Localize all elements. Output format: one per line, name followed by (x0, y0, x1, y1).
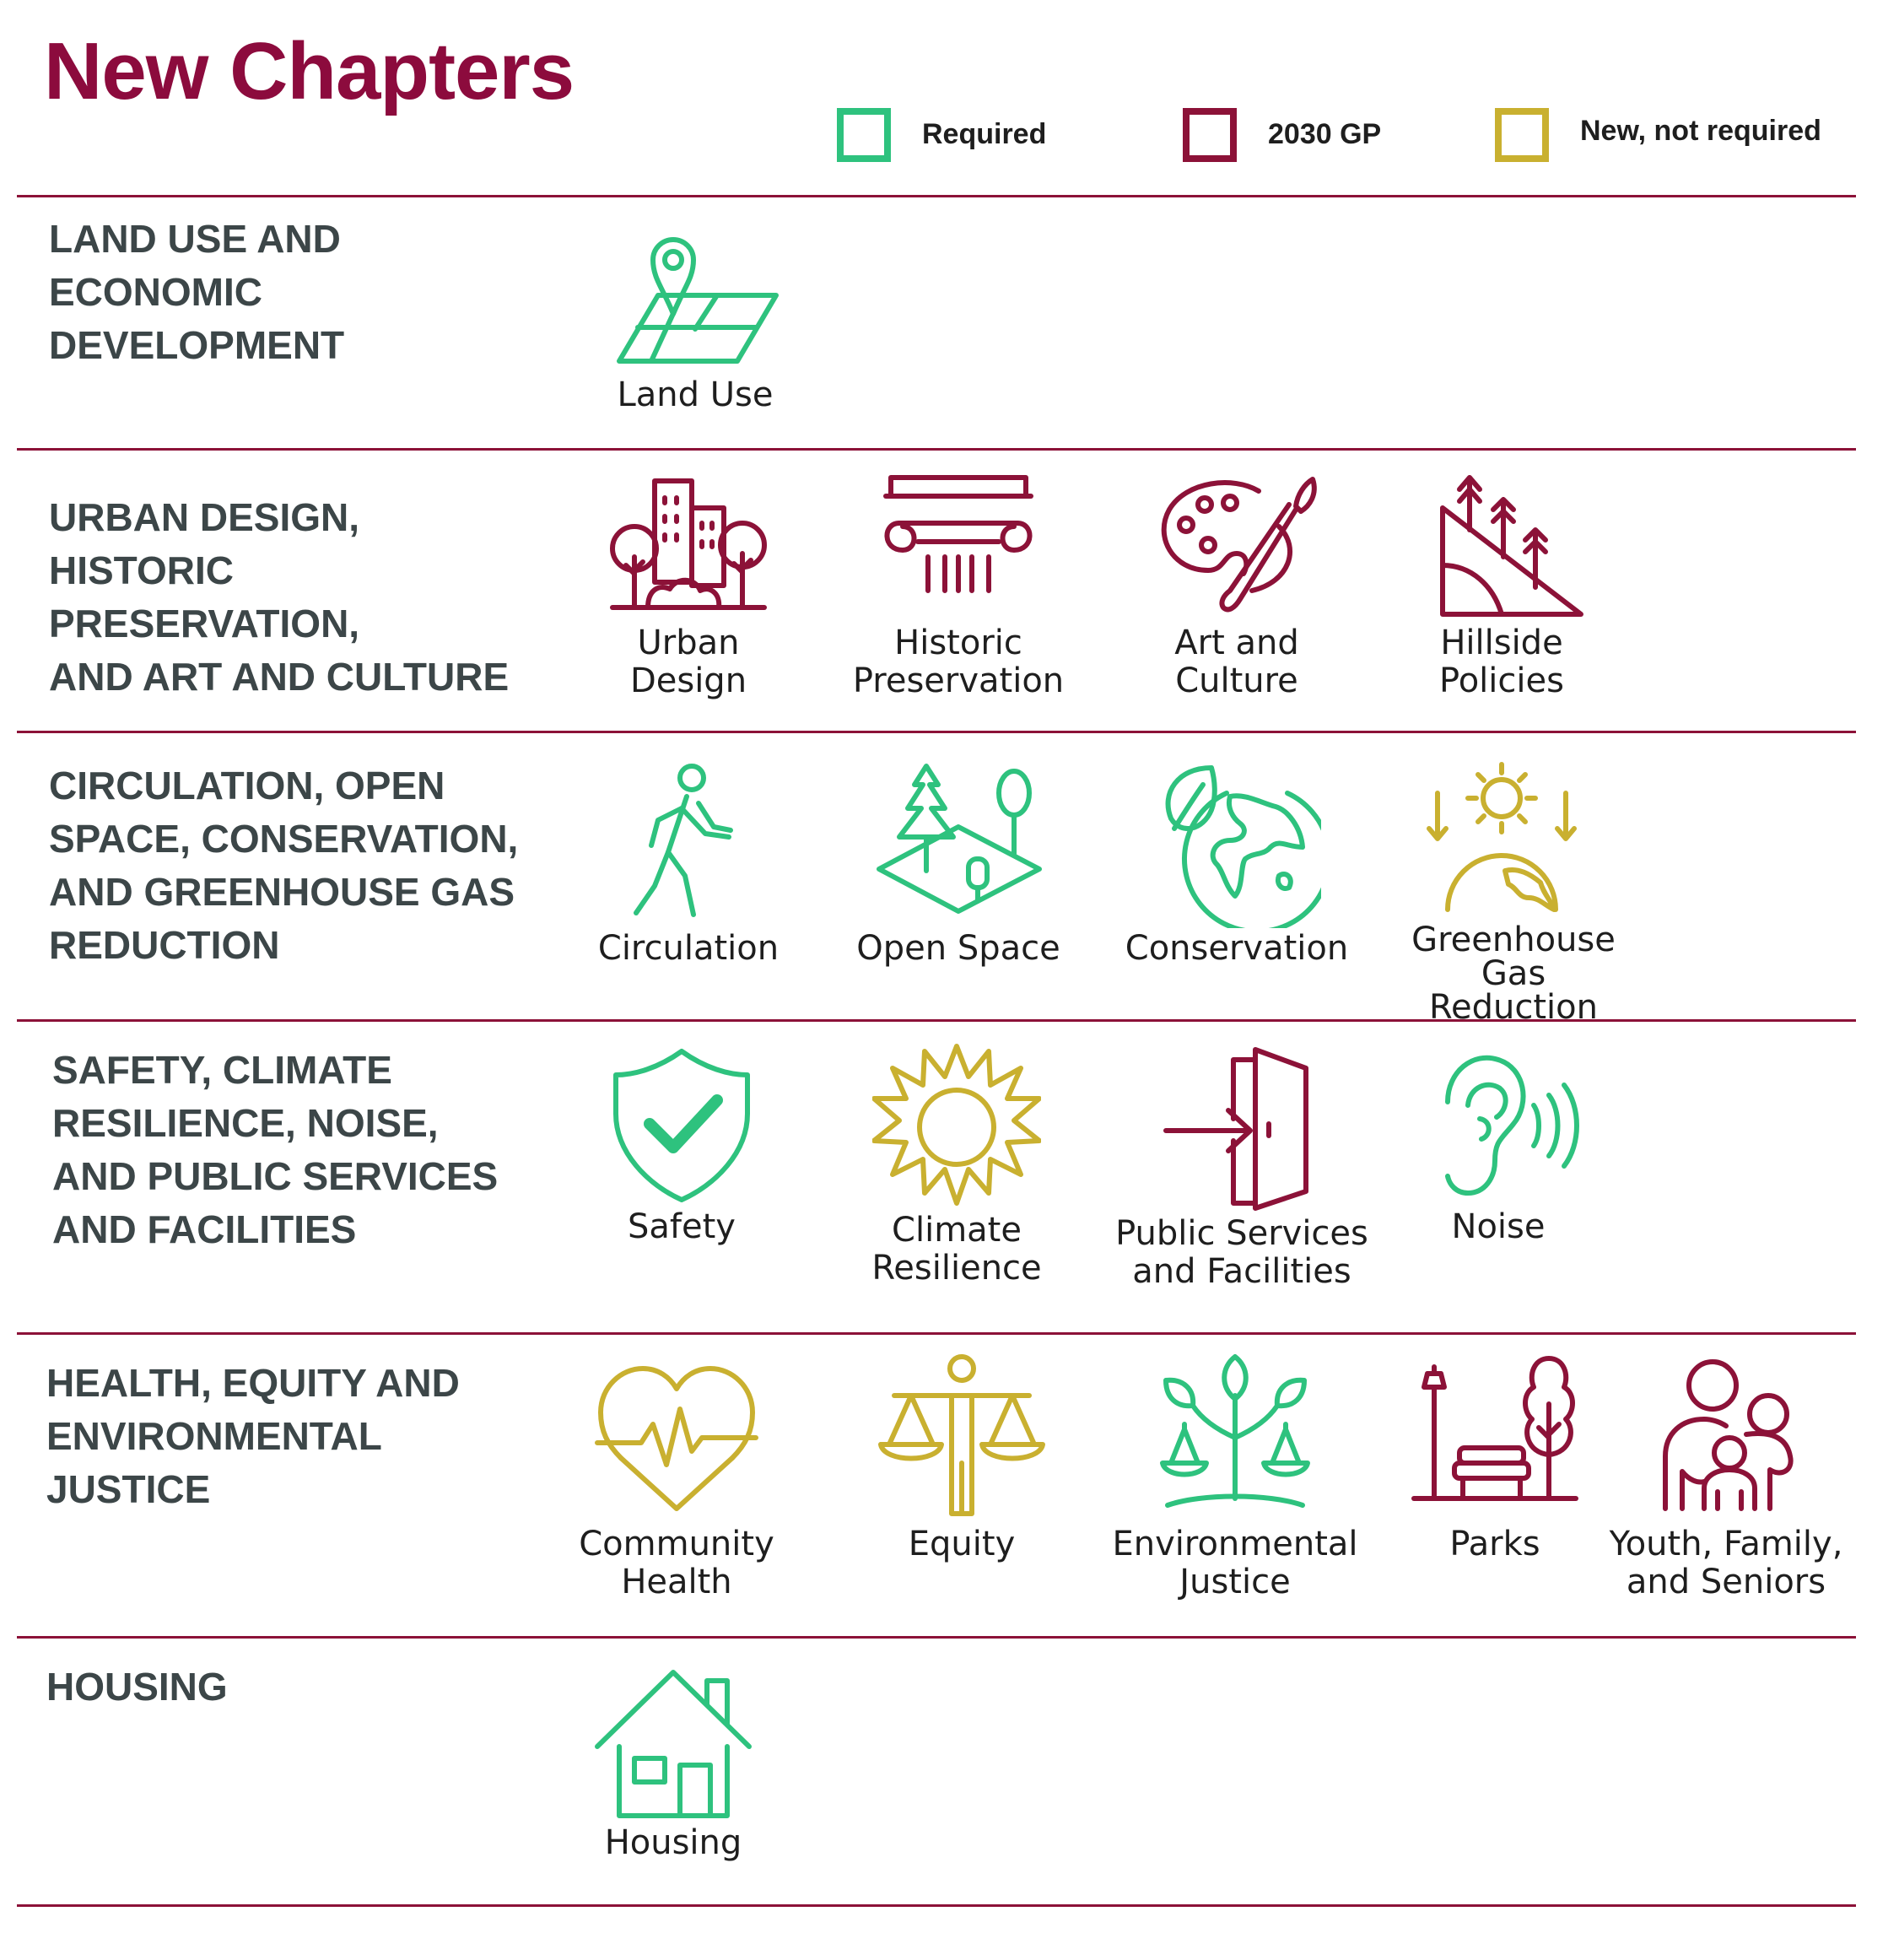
legend-swatch-2030gp (1183, 108, 1237, 162)
page-title: New Chapters (44, 26, 575, 116)
column-capital-icon (874, 472, 1043, 641)
open-space-park-icon (874, 759, 1043, 928)
globe-leaf-icon (1152, 759, 1321, 928)
legend-label-new: New, not required (1580, 115, 1821, 147)
chapter-label: Circulation (597, 929, 780, 968)
chapter-label: Youth, Family, and Seniors (1609, 1525, 1843, 1601)
scales-person-icon (877, 1353, 1046, 1522)
chapter-label: Public Services and Facilities (1115, 1214, 1368, 1291)
category-land-use: LAND USE AND ECONOMIC DEVELOPMENT (49, 217, 345, 367)
heart-pulse-icon (592, 1353, 761, 1522)
shield-check-icon (597, 1043, 766, 1212)
chapter-label: Land Use (617, 375, 774, 414)
sun-icon (872, 1043, 1041, 1212)
category-circulation: CIRCULATION, OPEN SPACE, CONSERVATION, AND GREENHOUSE GAS REDUCTION (49, 764, 519, 967)
chapter-label: Art and Culture (1174, 624, 1299, 700)
legend-swatch-new (1495, 108, 1549, 162)
chapter-label: Community Health (579, 1525, 774, 1601)
chapter-label: Equity (908, 1525, 1016, 1563)
section-divider (17, 731, 1856, 733)
palette-brush-icon (1152, 472, 1321, 641)
city-buildings-icon (604, 472, 773, 641)
chapter-label: Noise (1451, 1207, 1546, 1246)
chapter-label: Hillside Policies (1439, 624, 1564, 700)
chapter-label: Housing (604, 1823, 742, 1862)
category-housing: HOUSING (46, 1665, 228, 1709)
hillside-trees-icon (1417, 472, 1586, 641)
house-icon (589, 1659, 758, 1828)
section-divider (17, 1904, 1856, 1907)
legend-label-2030gp: 2030 GP (1268, 118, 1382, 150)
chapter-label: Open Space (856, 929, 1060, 968)
sun-earth-icon (1417, 759, 1586, 928)
section-divider (17, 195, 1856, 197)
walking-person-icon (604, 759, 773, 928)
section-divider (17, 1636, 1856, 1639)
category-urban-design: URBAN DESIGN, HISTORIC PRESERVATION, AND ART AND CULTURE (49, 495, 510, 699)
park-bench-icon (1411, 1353, 1579, 1522)
chapter-label: Urban Design (629, 624, 747, 700)
legend-label-required: Required (922, 118, 1047, 150)
category-health-equity: HEALTH, EQUITY AND ENVIRONMENTAL JUSTICE (46, 1361, 460, 1511)
chapter-label: Greenhouse Gas Reduction (1411, 921, 1616, 1027)
chapter-label: Environmental Justice (1112, 1525, 1358, 1601)
chapter-label: Climate Resilience (871, 1211, 1042, 1288)
chapter-label: Historic Preservation (852, 624, 1065, 700)
ear-sound-icon (1414, 1043, 1583, 1212)
legend-swatch-required (837, 108, 891, 162)
section-divider (17, 1332, 1856, 1335)
section-divider (17, 448, 1856, 451)
chapter-label: Conservation (1125, 929, 1349, 968)
chapter-label: Parks (1449, 1525, 1540, 1563)
family-icon (1645, 1353, 1814, 1522)
chapter-label: Safety (628, 1207, 736, 1246)
category-safety: SAFETY, CLIMATE RESILIENCE, NOISE, AND PUBLIC SERVICES AND FACILITIES (52, 1048, 499, 1251)
plant-scales-icon (1151, 1353, 1319, 1522)
door-enter-icon (1157, 1043, 1326, 1212)
map-pin-icon (611, 228, 780, 397)
